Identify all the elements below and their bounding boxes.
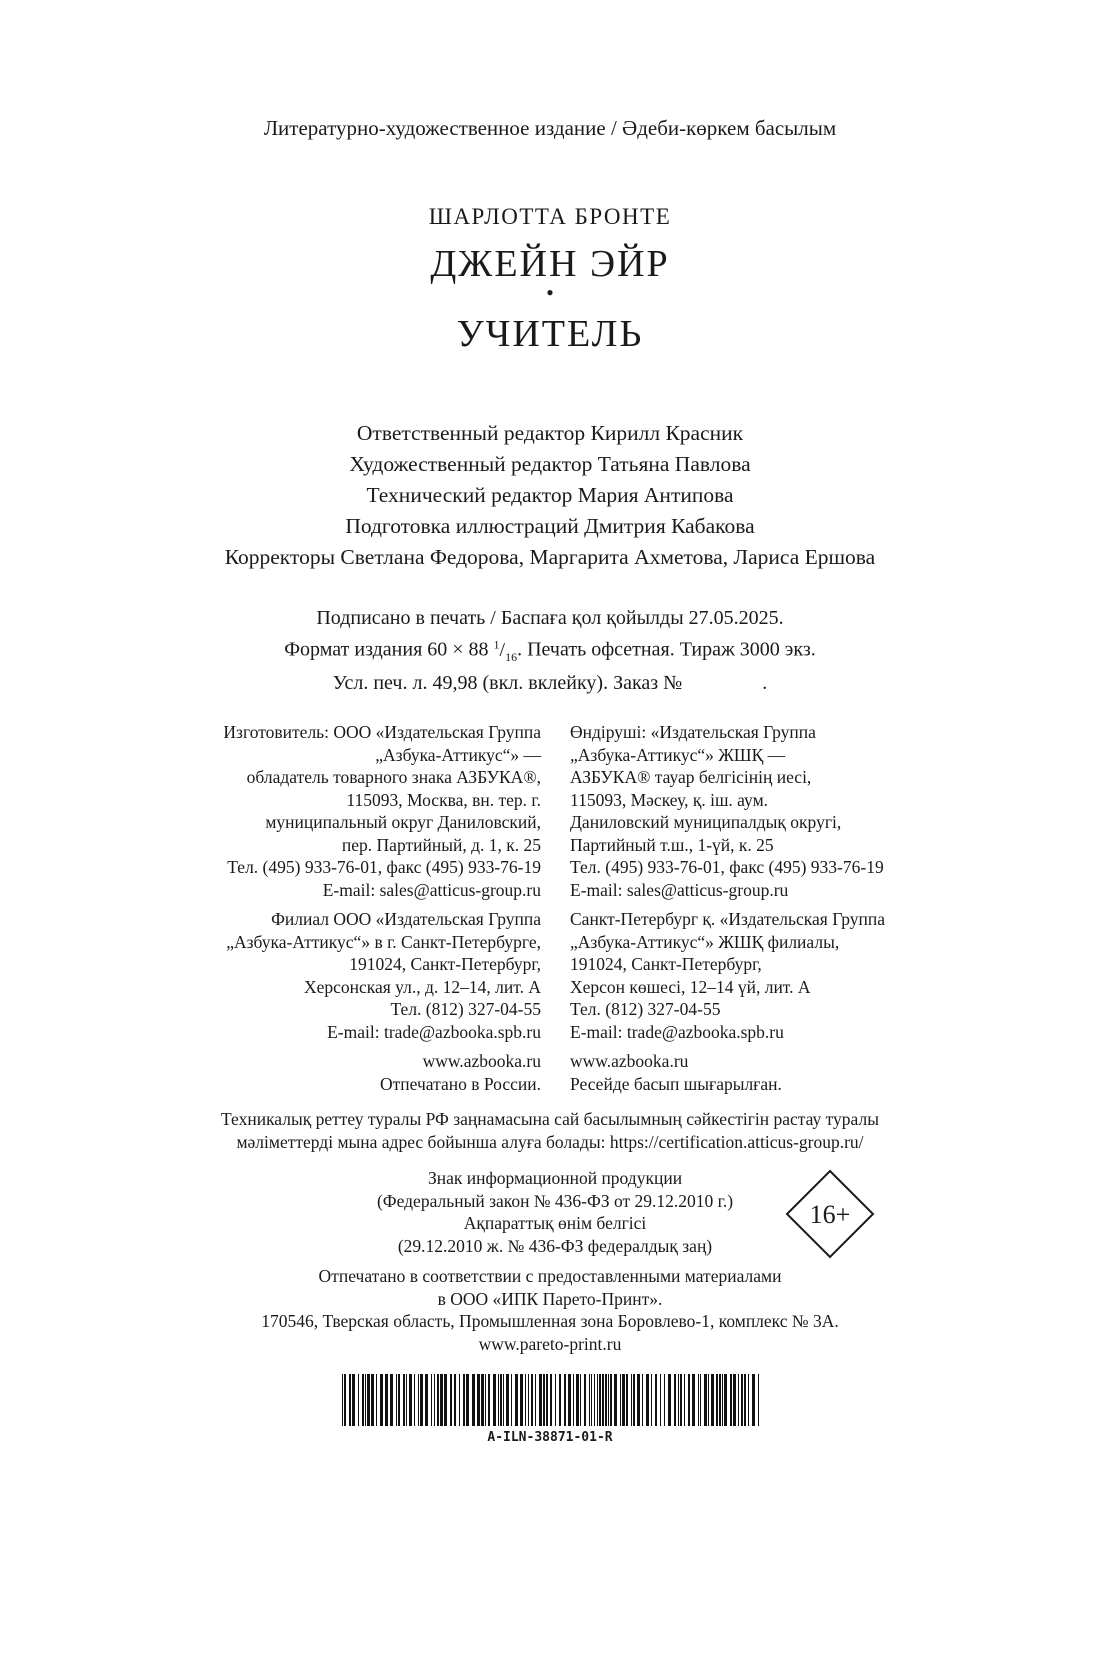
credit-line: Художественный редактор Татьяна Павлова	[349, 452, 751, 476]
format-prefix: Формат издания 60 × 88	[284, 638, 489, 661]
info-sign-line: Ақпараттық өнім белгісі	[463, 1213, 647, 1233]
printed-in: Отпечатано в России.	[380, 1073, 541, 1094]
credit-line: Подготовка иллюстраций Дмитрия Кабакова	[345, 514, 755, 538]
credit-line: Технический редактор Мария Антипова	[366, 483, 734, 507]
publisher-line: Партийный т.ш., 1-үй, к. 25	[570, 834, 774, 855]
branch-line: Херсонская ул., д. 12–14, лит. А	[303, 976, 541, 997]
sheets-text: Усл. печ. л. 49,98 (вкл. вклейку). Заказ №	[332, 671, 683, 694]
info-sign-text	[370, 1167, 740, 1257]
publisher-info-kazakh	[570, 721, 885, 1095]
printer-info	[0, 1265, 1100, 1355]
branch-line: Херсон көшесі, 12–14 үй, лит. А	[570, 976, 811, 997]
barcode-code: A-ILN-38871-01-R	[487, 1430, 613, 1445]
publisher-line: АЗБУКА® тауар белгісінің иесі,	[570, 767, 812, 787]
printer-line: в ООО «ИПК Парето-Принт».	[437, 1288, 663, 1309]
branch-line: 191024, Санкт-Петербург,	[349, 954, 541, 974]
age-rating-text: 16+	[809, 1200, 851, 1229]
printer-line: Отпечатано в соответствии с предоставленными материалами	[318, 1266, 782, 1286]
edition-genre: Литературно-художественное издание / Әдеби-көркем басылым	[263, 116, 837, 140]
branch-line: 191024, Санкт-Петербург,	[570, 954, 762, 974]
branch-line: E-mail: trade@azbooka.spb.ru	[327, 1021, 541, 1042]
website: www.azbooka.ru	[422, 1051, 541, 1071]
format-line	[0, 631, 1100, 670]
sheets-end: .	[762, 671, 768, 694]
branch-line: Санкт-Петербург қ. «Издательская Группа	[570, 909, 885, 929]
branch-line: Тел. (812) 327-04-55	[390, 999, 541, 1019]
printer-line: 170546, Тверская область, Промышленная зона Боровлево-1, комплекс № 3А.	[261, 1311, 839, 1331]
certification-notice	[0, 1108, 1100, 1154]
editorial-credits	[0, 418, 1100, 573]
publisher-line: обладатель товарного знака АЗБУКА®,	[246, 767, 541, 787]
book-title-teacher: УЧИТЕЛЬ	[456, 313, 644, 355]
format-suffix: . Печать офсетная. Тираж 3000 экз.	[517, 638, 816, 661]
branch-line: E-mail: trade@azbooka.spb.ru	[570, 1021, 784, 1042]
publisher-line: Өндіруші: «Издательская Группа	[570, 722, 816, 742]
publisher-line: 115093, Москва, вн. тер. г.	[346, 789, 541, 810]
info-sign-line: (Федеральный закон № 436-ФЗ от 29.12.2010 г.)	[376, 1190, 734, 1211]
publisher-line: Тел. (495) 933-76-01, факс (495) 933-76-19	[570, 857, 884, 877]
legal-line: Техникалық реттеу туралы РФ заңнамасына сай басылымның сәйкестігін растау туралы	[221, 1109, 879, 1129]
publisher-line: пер. Партийный, д. 1, к. 25	[341, 834, 541, 855]
author-name: ШАРЛОТТА БРОНТЕ	[428, 204, 672, 229]
book-title-jane-eyre: ДЖЕЙН ЭЙР	[430, 243, 670, 285]
branch-line: Тел. (812) 327-04-55	[570, 999, 721, 1019]
publisher-line: E-mail: sales@atticus-group.ru	[322, 879, 541, 900]
publisher-line: муниципальный округ Даниловский,	[265, 812, 541, 832]
publisher-line: 115093, Мәскеу, қ. іш. аум.	[570, 789, 769, 810]
sheets-order-line	[0, 670, 1100, 696]
format-fraction	[493, 637, 518, 664]
legal-line: мәліметтерді мына адрес бойынша алуға болады: https://certification.atticus-group.ru/	[236, 1132, 864, 1152]
printer-line: www.pareto-print.ru	[478, 1333, 622, 1354]
print-info	[0, 605, 1100, 696]
publisher-line: Даниловский муниципалдық округі,	[570, 812, 842, 832]
format-denominator: 16	[505, 649, 518, 664]
format-slash: /	[499, 638, 506, 661]
title-separator: •	[546, 280, 554, 305]
info-sign-line: Знак информационной продукции	[427, 1168, 683, 1188]
branch-line: „Азбука-Аттикус“» в г. Санкт-Петербурге,	[226, 931, 541, 952]
printed-in: Ресейде басып шығарылған.	[570, 1073, 782, 1094]
signed-date: Подписано в печать / Баспаға қол қойылды 27.05.2025.	[316, 607, 784, 629]
barcode	[342, 1374, 762, 1426]
credit-line: Корректоры Светлана Федорова, Маргарита Ахметова, Лариса Ершова	[224, 545, 876, 569]
branch-line: Филиал ООО «Издательская Группа	[271, 909, 541, 929]
credit-line: Ответственный редактор Кирилл Красник	[356, 421, 744, 445]
publisher-line: E-mail: sales@atticus-group.ru	[570, 879, 789, 900]
publisher-line: „Азбука-Аттикус“» ЖШҚ —	[570, 744, 786, 765]
age-rating-badge	[785, 1169, 875, 1259]
publisher-line: Тел. (495) 933-76-01, факс (495) 933-76-19	[227, 857, 541, 877]
branch-line: „Азбука-Аттикус“» ЖШҚ филиалы,	[570, 931, 840, 952]
publisher-info-russian	[223, 721, 541, 1095]
info-sign-line: (29.12.2010 ж. № 436-ФЗ федералдық заң)	[397, 1235, 713, 1256]
publisher-line: Изготовитель: ООО «Издательская Группа	[223, 722, 541, 742]
format-numerator: 1	[493, 637, 500, 651]
website: www.azbooka.ru	[570, 1051, 689, 1071]
publisher-line: „Азбука-Аттикус“» —	[375, 744, 541, 765]
